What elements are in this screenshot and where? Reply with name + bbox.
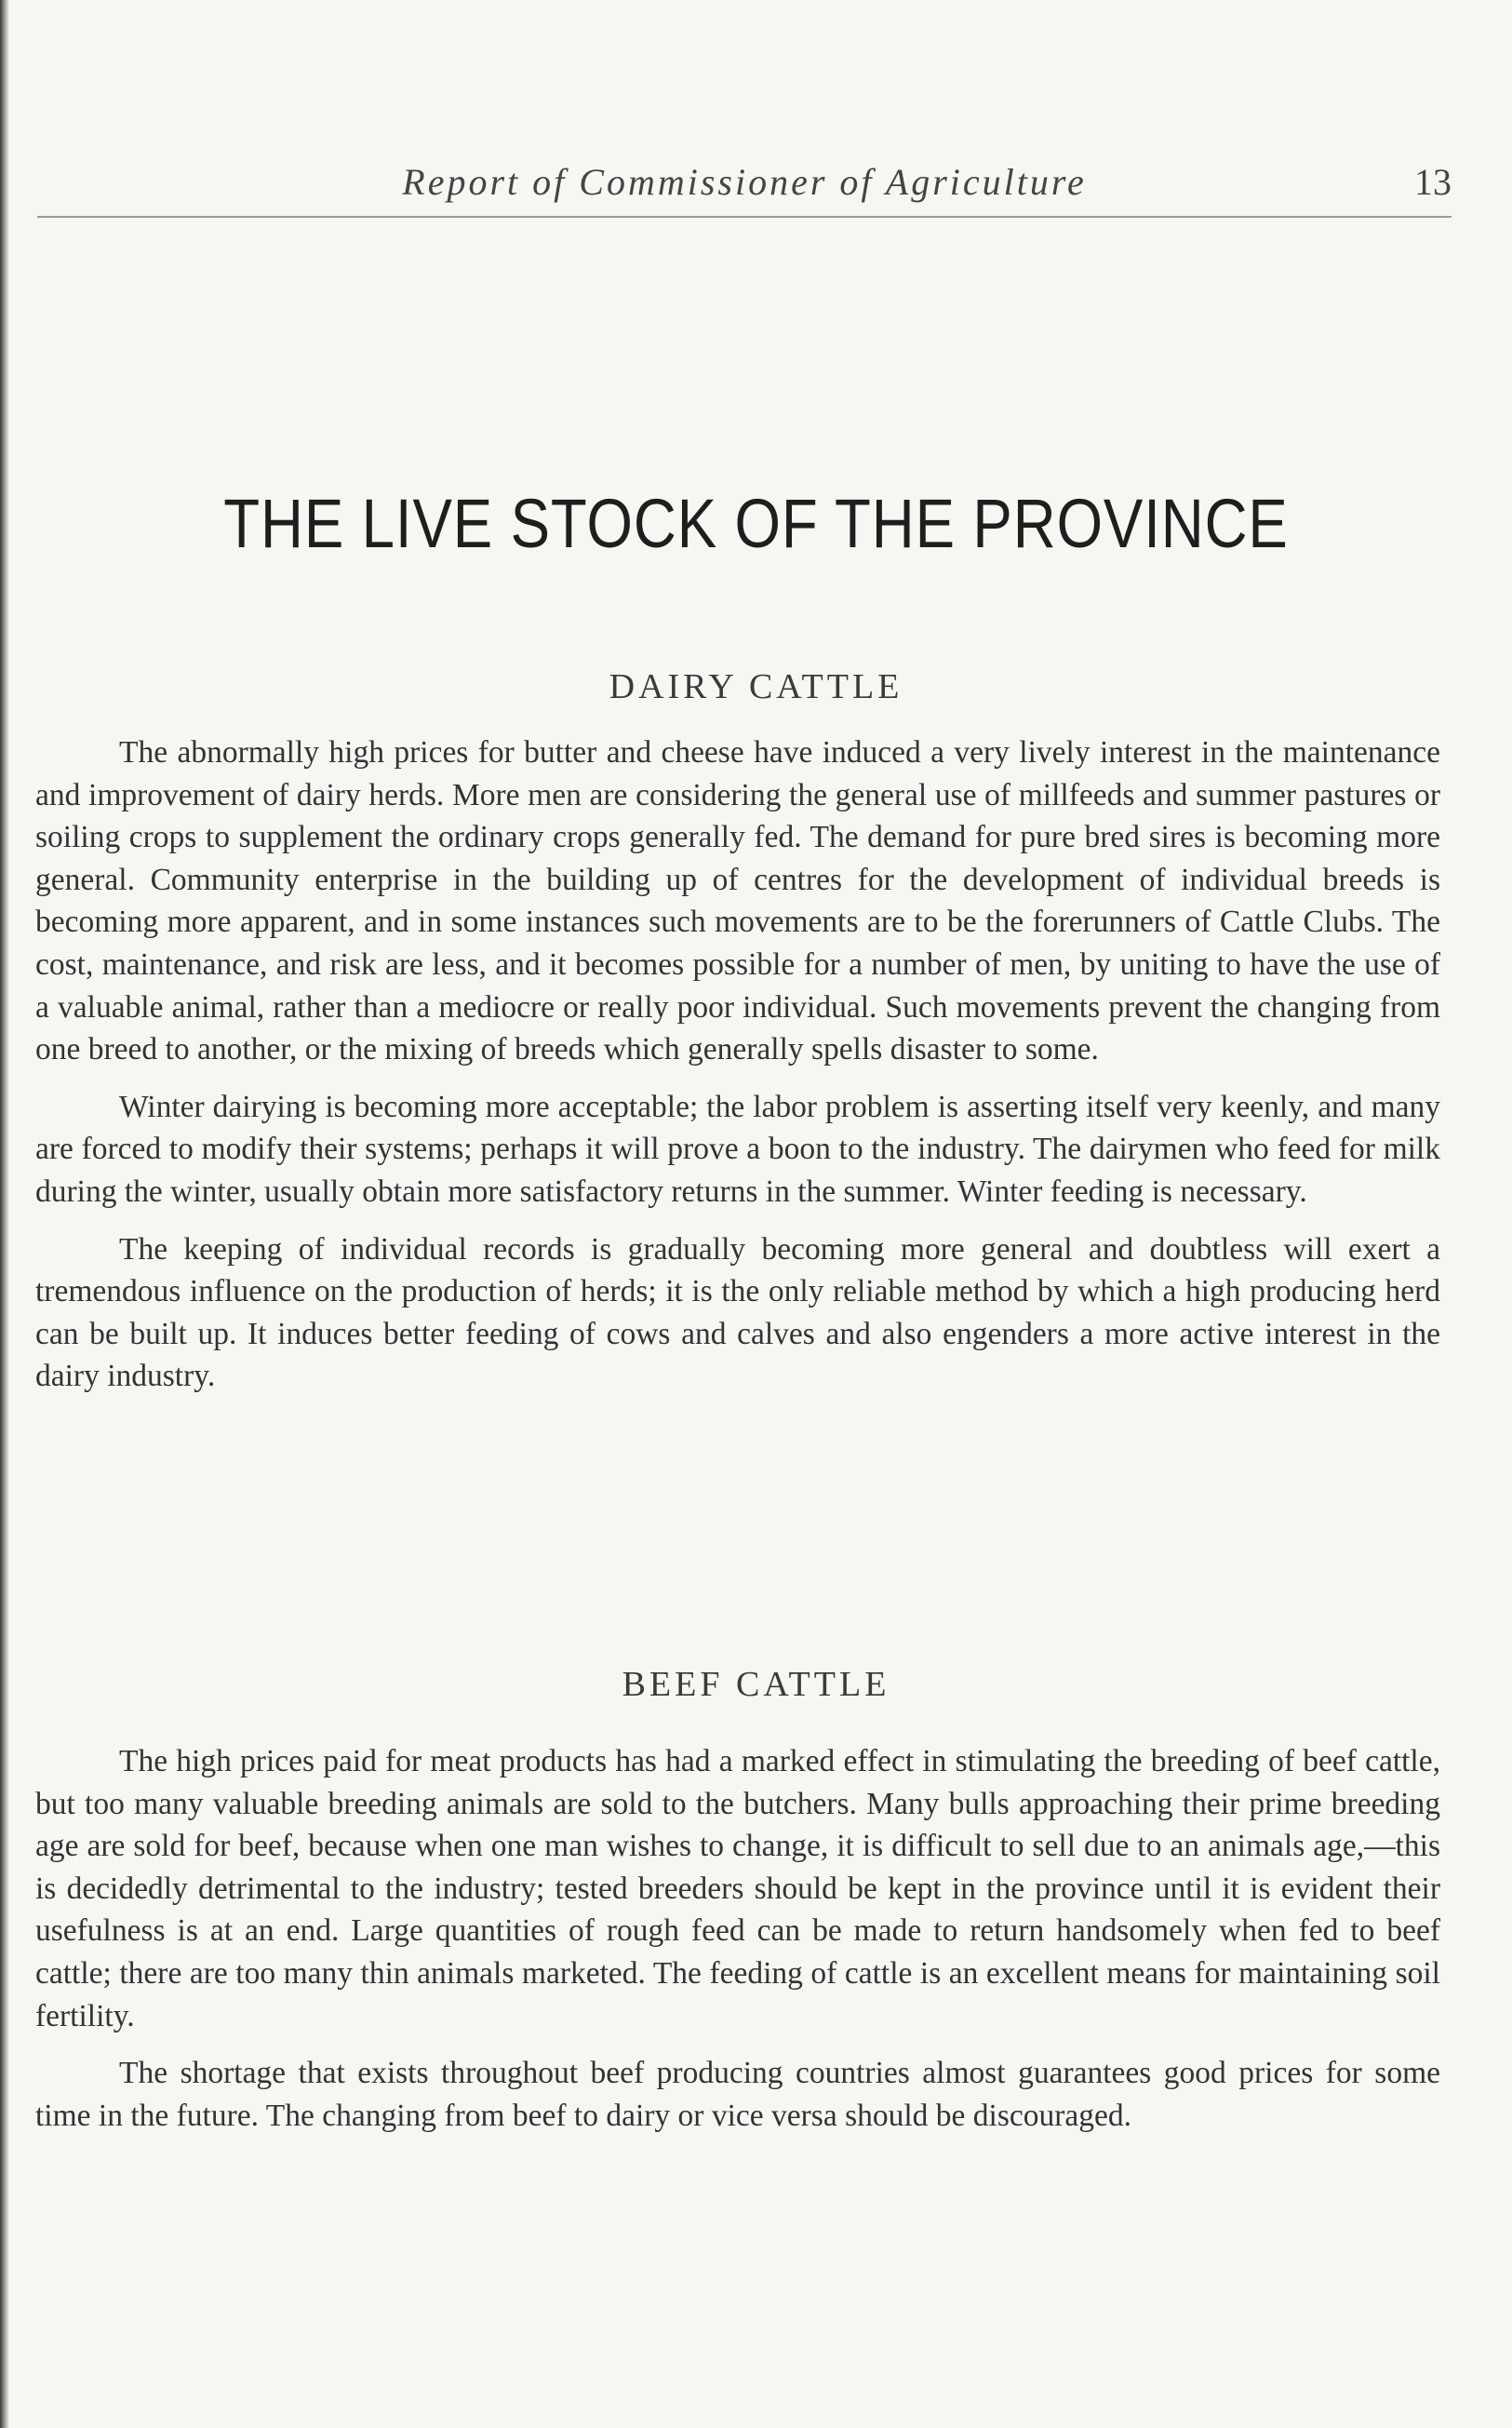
header-rule (37, 216, 1452, 218)
section-heading-beef-cattle: BEEF CATTLE (622, 1665, 890, 1704)
paragraph: The shortage that exists throughout beef producing countries almost guarantees good prices for some time in the future. The changing from beef to dairy or vice versa should be discouraged. (35, 2056, 1440, 2133)
page-title: THE LIVE STOCK OF THE PROVINCE (223, 485, 1289, 562)
running-head (37, 160, 1452, 216)
paragraph: The abnormally high prices for butter and cheese have induced a very lively interest in the maintenance and improvement of dairy herds. More men are considering the general use of millfeeds and summer pastures or soiling crops to supplement the ordinary crops generally fed. The demand for pure bred sires is becoming more general. Community enterprise in the building up of centres for the development of individual breeds is becoming more apparent, and in some instances such movements are to be the forerunners of Cattle Clubs. The cost, maintenance, and risk are less, and it becomes possible for a number of men, by uniting to have the use of a valuable animal, rather than a mediocre or really poor individual. Such movements prevent the changing from one breed to another, or the mixing of breeds which generally spells disaster to some. (35, 735, 1440, 1067)
page-number: 13 (1414, 161, 1452, 203)
section-body-dairy-cattle (35, 731, 1440, 1398)
section-body-beef-cattle (35, 1740, 1440, 2137)
paragraph: Winter dairying is becoming more acceptable; the labor problem is asserting itself very keenly, and many are forced to modify their systems; perhaps it will prove a boon to the industry. The dairymen who feed for milk during the winter, usually obtain more satisfactory returns in the summer. Winter feeding is necessary. (35, 1089, 1440, 1209)
paragraph: The high prices paid for meat products has had a marked effect in stimulating the breeding of beef cattle, but too many valuable breeding animals are sold to the butchers. Many bulls approaching their prime breeding age are sold for beef, because when one man wishes to change, it is difficult to sell due to an animals age,—this is decidedly detrimental to the industry; tested breeders should be kept in the province until it is evident their usefulness is at an end. Large quantities of rough feed can be made to return handsomely when fed to beef cattle; there are too many thin animals marketed. The feeding of cattle is an excellent means for maintaining soil fertility. (35, 1744, 1440, 2033)
paragraph: The keeping of individual records is gradually becoming more general and doubtless will exert a tremendous influence on the production of herds; it is the only reliable method by which a high producing herd can be built up. It induces better feeding of cows and calves and also engenders a more active interest in the dairy industry. (35, 1231, 1440, 1394)
page-binding-edge (0, 0, 9, 2428)
running-head-title: Report of Commissioner of Agriculture (402, 161, 1087, 203)
section-heading-dairy-cattle: DAIRY CATTLE (609, 667, 903, 706)
